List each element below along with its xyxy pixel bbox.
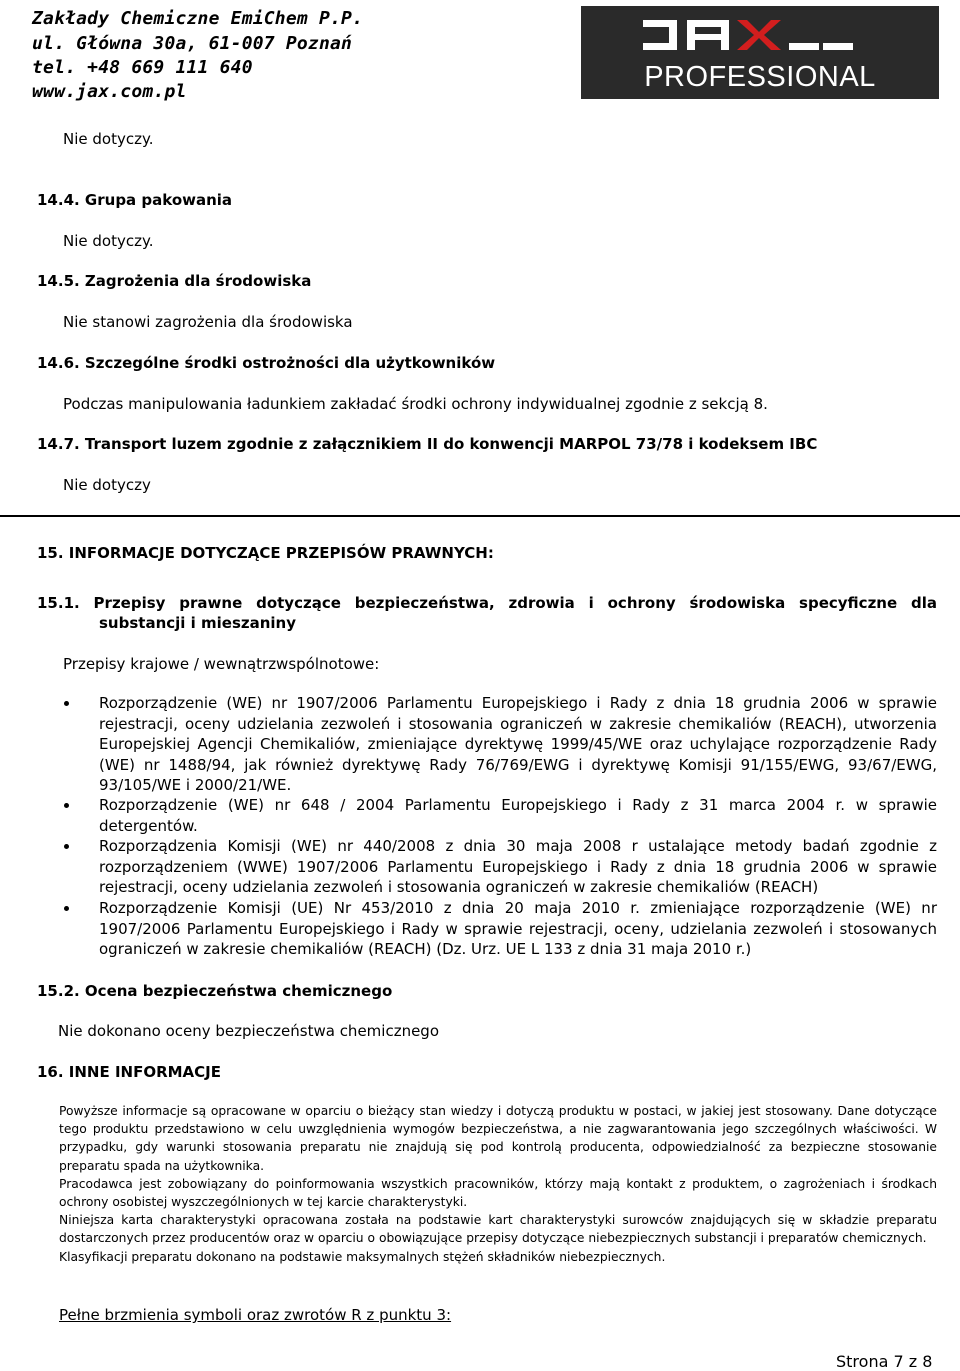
logo-text: PROFESSIONAL [644, 61, 876, 93]
heading-14-6: 14.6. Szczególne środki ostrożności dla użytkowników [37, 354, 496, 372]
other-info-text [59, 1102, 937, 1266]
page-number: Strona 7 z 8 [836, 1352, 933, 1371]
list-item-text: Rozporządzenie (WE) nr 1907/2006 Parlamentu Europejskiego i Rady z dnia 18 grudnia 2006 w sprawie rejestracji, oceny udzielania zezwoleń i stosowania ograniczeń w zakresie chemikaliów (REACH), utworzenia Europejskiej Agencji Chemikaliów, zmieniające dyrektywę 1999/45/WE oraz uchylające rozporządzenie Rady (WE) nr 1488/94, jak również dyrektywę Rady 76/769/EWG i dyrektywę Komisji 91/155/EWG, 93/67/EWG, 93/105/WE i 2000/21/WE. [99, 694, 937, 794]
list-item [62, 898, 937, 960]
section-divider [0, 515, 960, 517]
heading-14-5: 14.5. Zagrożenia dla środowiska [37, 272, 312, 290]
text-14-4: Nie dotyczy. [63, 232, 154, 250]
list-item [62, 795, 937, 836]
jax-logo-mark [581, 6, 939, 66]
list-item [62, 693, 937, 795]
company-phone: tel. +48 669 111 640 [32, 57, 253, 78]
text-15-2: Nie dokonano oceny bezpieczeństwa chemicznego [58, 1022, 440, 1040]
jax-logo [581, 6, 939, 99]
company-address: ul. Główna 30a, 61-007 Poznań [32, 33, 353, 54]
list-item-text: Rozporządzenie Komisji (UE) Nr 453/2010 z dnia 20 maja 2010 r. zmieniające rozporządzenie (WE) nr 1907/2006 Parlamentu Europejskiego i Rady w sprawie rejestracji, oceny, udzielania zezwoleń i stosowanych ograniczeń w zakresie chemikaliów (REACH) (Dz. Urz. UE L 133 z dnia 31 maja 2010 r.) [99, 899, 937, 958]
bullet-icon [64, 844, 69, 849]
text-15-1-intro: Przepisy krajowe / wewnątrzwspólnotowe: [63, 655, 380, 673]
text-14-7: Nie dotyczy [63, 476, 151, 494]
regulations-list [62, 693, 937, 960]
list-item-text: Rozporządzenie (WE) nr 648 / 2004 Parlamentu Europejskiego i Rady z 31 marca 2004 r. w sprawie detergentów. [99, 796, 937, 835]
heading-15-1-line2: substancji i mieszaniny [99, 614, 297, 632]
info-paragraph: Powyższe informacje są opracowane w oparciu o bieżący stan wiedzy i dotyczą produktu w postaci, w jakiej jest stosowany. Dane dotyczące tego produktu przedstawiono w celu uwzględnienia wymogów bezpieczeństwa, a nie zagwarantowania jego szczególnych właściwości. W przypadku, gdy warunki stosowania preparatu nie znajdują się pod kontrolą producenta, odpowiedzialność za bezpieczne stosowanie preparatu spada na użytkownika. [59, 1104, 937, 1173]
info-paragraph: Pracodawca jest zobowiązany do poinformowania wszystkich pracowników, którzy mają kontakt z produktem, o zagrożeniach i środkach ochrony osobistej wyszczególnionych w tej karcie charakterystyki. [59, 1176, 937, 1210]
list-item-text: Rozporządzenia Komisji (WE) nr 440/2008 z dnia 30 maja 2008 r ustalające metody badań zgodnie z rozporządzeniem (WWE) 1907/2006 Parlamentu Europejskiego i Rady z dnia 18 grudnia 2006 w sprawie rejestracji, oceny udzielania zezwoleń i stosowania ograniczeń w zakresie chemikaliów (REACH) [99, 837, 937, 896]
company-website: www.jax.com.pl [32, 81, 187, 102]
bullet-icon [64, 701, 69, 706]
company-name: Zakłady Chemiczne EmiChem P.P. [32, 8, 364, 29]
list-item [62, 836, 937, 898]
text-14-6: Podczas manipulowania ładunkiem zakładać środki ochrony indywidualnej zgodnie z sekcją 8. [63, 395, 768, 413]
heading-section-16: 16. INNE INFORMACJE [37, 1063, 222, 1081]
heading-15-1 [37, 593, 937, 633]
heading-15-1-line1: 15.1. Przepisy prawne dotyczące bezpieczeństwa, zdrowia i ochrony środowiska specyficzne dla [37, 594, 937, 612]
text-14-5: Nie stanowi zagrożenia dla środowiska [63, 313, 353, 331]
bullet-icon [64, 906, 69, 911]
text-nie-dotyczy-top: Nie dotyczy. [63, 130, 154, 148]
info-paragraph: Niniejsza karta charakterystyki opracowana została na podstawie kart charakterystyki surowców znajdujących się w składzie preparatu dostarczonych przez producentów oraz w oparciu o obowiązujące przepisy dotyczące niebezpiecznych substancji i preparatów chemicznych. [59, 1213, 937, 1246]
heading-15-2: 15.2. Ocena bezpieczeństwa chemicznego [37, 982, 393, 1000]
symbols-link[interactable]: Pełne brzmienia symboli oraz zwrotów R z punktu 3: [59, 1306, 452, 1324]
info-paragraph: Klasyfikacji preparatu dokonano na podstawie maksymalnych stężeń składników niebezpiecznych. [59, 1249, 666, 1264]
bullet-icon [64, 803, 69, 808]
heading-14-7: 14.7. Transport luzem zgodnie z załącznikiem II do konwencji MARPOL 73/78 i kodeksem IBC [37, 435, 818, 453]
heading-section-15: 15. INFORMACJE DOTYCZĄCE PRZEPISÓW PRAWNYCH: [37, 544, 494, 562]
heading-14-4: 14.4. Grupa pakowania [37, 191, 233, 209]
